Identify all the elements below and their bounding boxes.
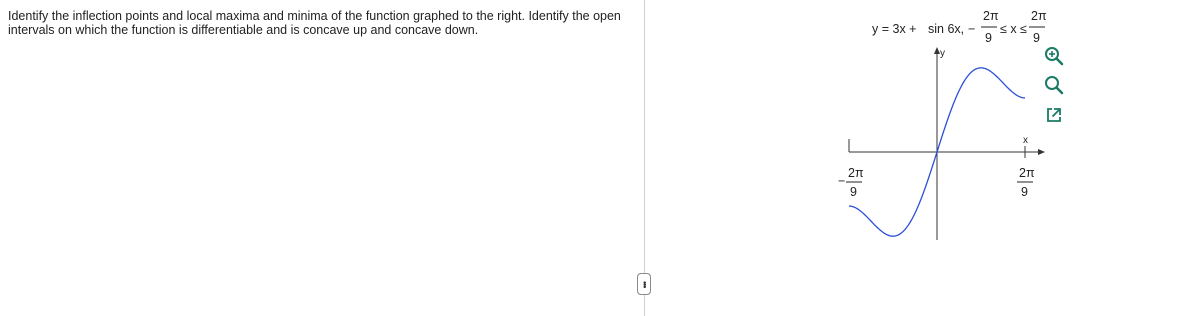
tick-left-denominator: 9 [850,185,857,199]
domain-right-numerator: 2π [1031,9,1047,23]
domain-neg-sign: − [968,22,976,36]
zoom-in-icon [1043,45,1065,67]
tick-right-numerator: 2π [1019,166,1035,180]
equation-prefix: y = 3x + [872,22,917,36]
equation-function: sin 6x, [928,22,965,36]
tick-label-left [838,166,864,199]
equation [872,9,1047,45]
tick-left-sign: − [838,174,846,188]
open-external-button[interactable] [1043,104,1065,126]
domain-inequality: ≤ x ≤ [1000,22,1027,36]
x-axis-label: x [1023,135,1028,146]
zoom-out-icon [1043,74,1065,96]
domain-left-numerator: 2π [983,9,999,23]
x-axis-arrow [1038,149,1045,155]
tick-right-denominator: 9 [1021,185,1028,199]
tick-label-right [1017,166,1035,199]
y-axis-label: y [940,48,945,59]
zoom-in-button[interactable] [1043,45,1065,67]
domain-right-denominator: 9 [1033,31,1040,45]
open-external-icon [1043,104,1065,126]
question-text: Identify the inflection points and local maxima and minima of the function graphed to the right. Identify the open intervals on which the function is differentiable and is concave up and concave down. [8,9,621,37]
domain-left-denominator: 9 [985,31,992,45]
tick-left-numerator: 2π [848,166,864,180]
more-options-label: ••• [639,280,650,288]
zoom-out-button[interactable] [1043,74,1065,96]
axes [849,47,1045,240]
